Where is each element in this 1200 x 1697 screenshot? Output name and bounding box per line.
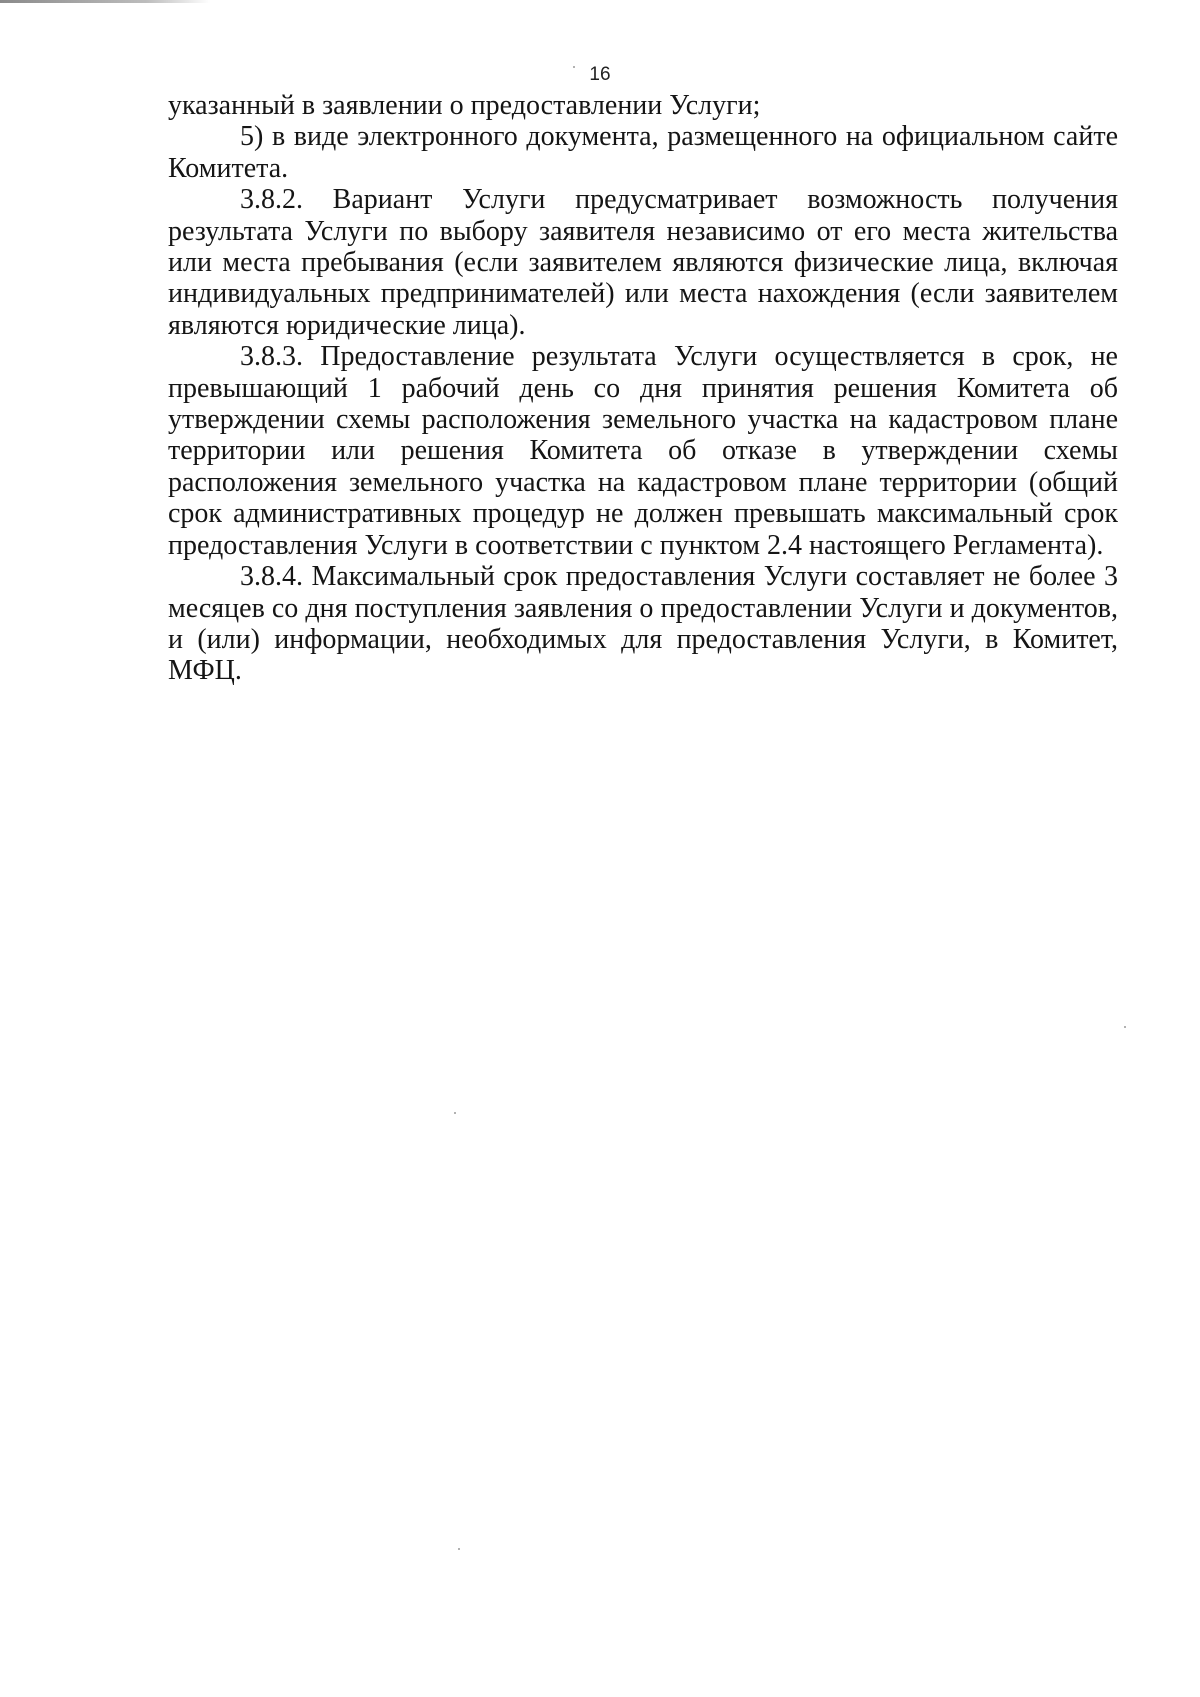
scan-speck	[454, 1112, 456, 1114]
scan-speck	[458, 1548, 460, 1550]
scan-edge-mark	[0, 0, 210, 3]
paragraph-continuation: указанный в заявлении о предоставлении Услуги;	[168, 90, 761, 121]
page-number: 16	[589, 64, 611, 85]
document-body	[168, 90, 1118, 687]
scan-speck	[1124, 1026, 1126, 1028]
paragraph-item-5: 5) в виде электронного документа, размещенного на официальном сайте Комитета.	[168, 121, 1118, 184]
paragraph-3-8-2: 3.8.2. Вариант Услуги предусматривает возможность получения результата Услуги по выбору заявителя независимо от его места жительства или места пребывания (если заявителем являются физические лица, включая индивидуальных предпринимателей) или места нахождения (если заявителем являются юридические лица).	[168, 184, 1118, 341]
paragraph-3-8-4: 3.8.4. Максимальный срок предоставления Услуги составляет не более 3 месяцев со дня поступления заявления о предоставлении Услуги и документов, и (или) информации, необходимых для предоставления Услуги, в Комитет, МФЦ.	[168, 561, 1118, 687]
paragraph-3-8-3: 3.8.3. Предоставление результата Услуги осуществляется в срок, не превышающий 1 рабочий день со дня принятия решения Комитета об утверждении схемы расположения земельного участка на кадастровом плане территории или решения Комитета об отказе в утверждении схемы расположения земельного участка на кадастровом плане территории (общий срок административных процедур не должен превышать максимальный срок предоставления Услуги в соответствии с пунктом 2.4 настоящего Регламента).	[168, 341, 1118, 561]
